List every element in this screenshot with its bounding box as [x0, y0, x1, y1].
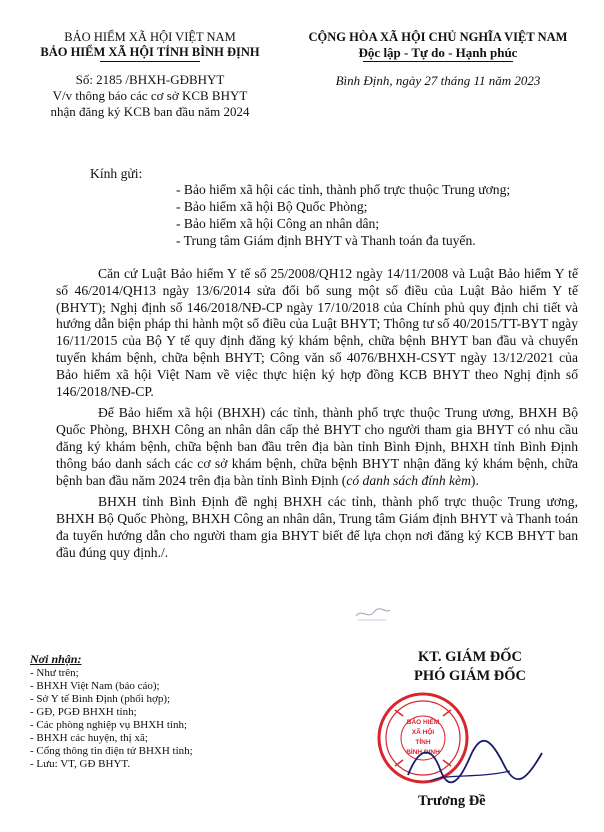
signature-block	[370, 648, 570, 686]
distribution-item: - GĐ, PGĐ BHXH tỉnh;	[30, 706, 137, 718]
initial-mark	[352, 604, 392, 624]
agency-name: BẢO HIỂM XÃ HỘI TỈNH BÌNH ĐỊNH	[40, 45, 260, 59]
distribution-item: - BHXH Việt Nam (báo cáo);	[30, 680, 160, 692]
distribution-block	[30, 651, 280, 771]
recipient-item: - Trung tâm Giám định BHYT và Thanh toán đa tuyến.	[176, 233, 476, 248]
svg-text:TỈNH: TỈNH	[415, 739, 431, 746]
signer-name: Trương Đề	[418, 793, 486, 809]
svg-text:XÃ HỘI: XÃ HỘI	[411, 729, 435, 736]
recipient-item: - Bảo hiểm xã hội Công an nhân dân;	[176, 216, 380, 231]
handwritten-signature-icon	[400, 735, 550, 795]
subject-line-1: V/v thông báo các cơ sở KCB BHYT	[52, 88, 248, 103]
announcement-end: ).	[470, 472, 479, 488]
document-number: Số: 2185 /BHXH-GĐBHYT	[75, 72, 225, 87]
distribution-item: - Lưu: VT, GĐ BHYT.	[30, 758, 131, 770]
agency-underline	[100, 61, 200, 62]
national-motto: Độc lập - Tự do - Hạnh phúc	[358, 45, 518, 60]
greeting: Kính gửi:	[90, 166, 143, 181]
announcement-text: Để Bảo hiểm xã hội (BHXH) các tỉnh, thành phố trực thuộc Trung ương, BHXH Bộ Quốc Phòng, BHXH Công an nhân dân cấp thẻ BHYT cho người tham gia BHYT có nhu cầu đăng ký khám bệnh, chữa bệnh ban đầu trên địa bàn tỉnh Bình Định, BHXH tỉnh Bình Định thông báo danh sách các cơ sở khám bệnh, chữa bệnh BHYT nhận đăng ký khám bệnh, chữa bệnh ban đầu năm 2024 trên địa bàn tỉnh Bình Định (	[56, 405, 578, 488]
paragraph-request: BHXH tỉnh Bình Định đề nghị BHXH các tỉnh, thành phố trực thuộc Trung ương, BHXH Bộ Quốc Phòng, BHXH Công an nhân dân, Trung tâm Giám định BHYT và Thanh toán đa tuyến hướng dẫn cho người tham gia BHYT biết để lựa chọn nơi đăng ký KCB BHYT ban đầu đúng quy định./.	[56, 494, 578, 560]
agency-parent: BẢO HIỂM XÃ HỘI VIỆT NAM	[64, 30, 236, 44]
place-date: Bình Định, ngày 27 tháng 11 năm 2023	[335, 73, 541, 88]
distribution-item: - Như trên;	[30, 667, 79, 679]
paragraph-legal-basis: Căn cứ Luật Bảo hiểm Y tế số 25/2008/QH12 ngày 14/11/2008 và Luật Bảo hiểm Y tế số 46/2014/QH13 ngày 13/6/2014 sửa đổi bổ sung một số điều của Luật Bảo hiểm Y tế (BHYT); Nghị định số 146/2018/NĐ-CP ngày 17/10/2018 của Chính phủ quy định chi tiết và hướng dẫn biện pháp thi hành một số điều của Luật BHYT; Thông tư số 40/2015/TT-BYT ngày 16/11/2015 của Bộ Y tế quy định đăng ký khám bệnh, chữa bệnh BHYT ban đầu và chuyển tuyến khám bệnh, chữa bệnh BHYT; Công văn số 4076/BHXH-CSYT ngày 13/12/2021 của Bảo hiểm xã hội Việt Nam về việc thực hiện ký hợp đồng KCB BHYT theo Nghị định số 146/2018/NĐ-CP.	[56, 266, 578, 399]
paragraph-announcement	[56, 405, 578, 489]
distribution-title: Nơi nhận:	[30, 652, 82, 666]
header-right	[288, 30, 588, 89]
recipient-item: - Bảo hiểm xã hội Bộ Quốc Phòng;	[176, 199, 368, 214]
signature-title-2: PHÓ GIÁM ĐỐC	[414, 668, 526, 684]
recipient-item: - Bảo hiểm xã hội các tỉnh, thành phố trực thuộc Trung ương;	[176, 182, 511, 197]
svg-text:BÌNH ĐỊNH: BÌNH ĐỊNH	[406, 749, 440, 756]
distribution-item: - Các phòng nghiệp vụ BHXH tỉnh;	[30, 719, 188, 731]
distribution-item: - BHXH các huyện, thị xã;	[30, 732, 148, 744]
distribution-item: - Cổng thông tin điện tử BHXH tỉnh;	[30, 745, 193, 757]
recipient-list	[176, 181, 596, 249]
svg-text:BẢO HIỂM: BẢO HIỂM	[406, 719, 440, 726]
distribution-item: - Sở Y tế Bình Định (phối hợp);	[30, 693, 171, 705]
header-left	[20, 30, 280, 120]
subject-line-2: nhận đăng ký KCB ban đầu năm 2024	[50, 104, 250, 119]
signature-title-1: KT. GIÁM ĐỐC	[417, 649, 523, 665]
country-name: CỘNG HÒA XÃ HỘI CHỦ NGHĨA VIỆT NAM	[308, 30, 568, 44]
document-body	[56, 266, 578, 562]
motto-underline	[363, 61, 513, 62]
attachment-note: có danh sách đính kèm	[346, 472, 471, 488]
